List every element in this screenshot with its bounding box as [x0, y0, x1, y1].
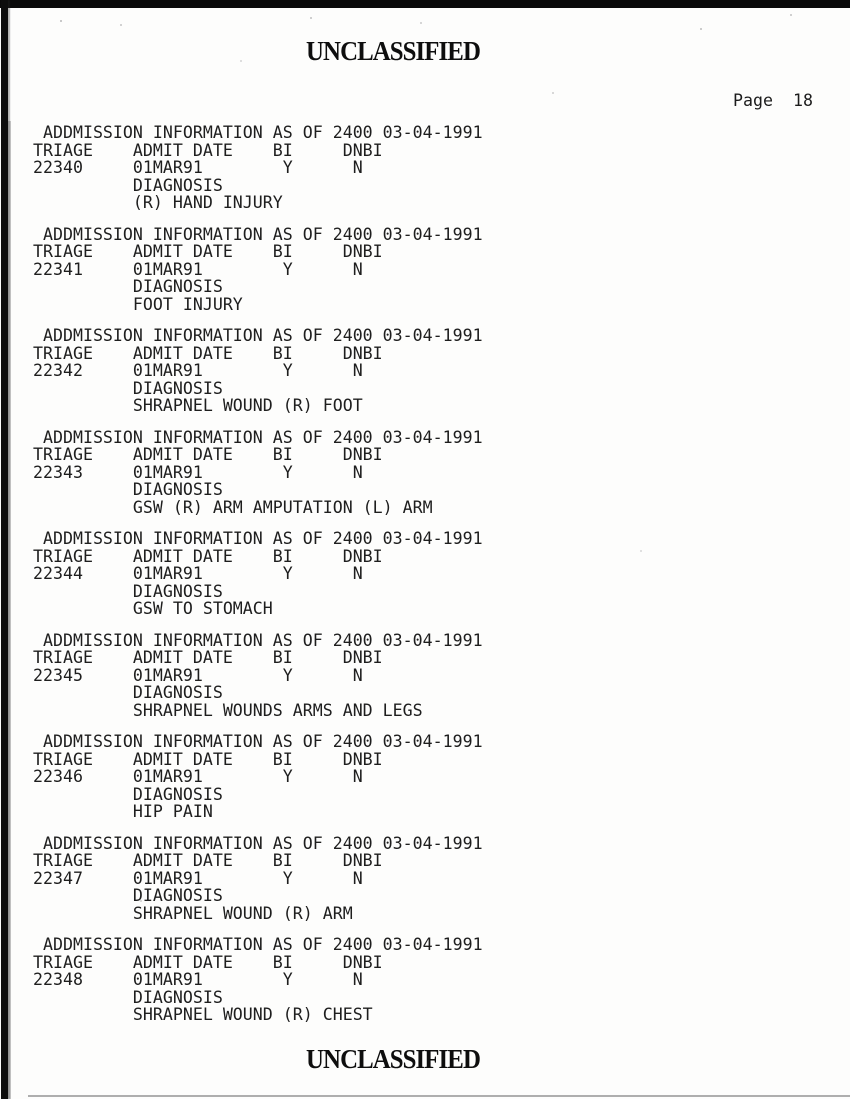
record-diagnosis-value: HIP PAIN: [33, 802, 213, 821]
record-column-headers: TRIAGE ADMIT DATE BI DNBI: [33, 749, 383, 769]
record-values: 22347 01MAR91 Y N: [33, 868, 363, 888]
admission-record: [33, 429, 483, 517]
record-values: 22346 01MAR91 Y N: [33, 767, 363, 786]
admission-record: [33, 733, 483, 821]
record-header: ADDMISSION INFORMATION AS OF 2400 03-04-1991: [33, 833, 483, 853]
record-diagnosis-label: DIAGNOSIS: [33, 277, 223, 296]
record-header: ADDMISSION INFORMATION AS OF 2400 03-04-1991: [33, 732, 483, 751]
record-column-headers: TRIAGE ADMIT DATE BI DNBI: [33, 343, 383, 363]
admission-records-list: [33, 124, 483, 1038]
record-column-headers: TRIAGE ADMIT DATE BI DNBI: [33, 851, 383, 870]
record-diagnosis-value: (R) HAND INJURY: [33, 193, 283, 212]
record-diagnosis-label: DIAGNOSIS: [33, 581, 223, 601]
record-header: ADDMISSION INFORMATION AS OF 2400 03-04-1991: [33, 935, 483, 954]
admission-record: [33, 327, 483, 415]
record-diagnosis-value: SHRAPNEL WOUND (R) ARM: [33, 903, 353, 923]
record-header: ADDMISSION INFORMATION AS OF 2400 03-04-1991: [33, 224, 483, 244]
record-diagnosis-value: FOOT INJURY: [33, 294, 243, 314]
admission-record: [33, 632, 483, 720]
record-diagnosis-label: DIAGNOSIS: [33, 175, 223, 195]
record-diagnosis-label: DIAGNOSIS: [33, 886, 223, 905]
record-header: ADDMISSION INFORMATION AS OF 2400 03-04-1991: [33, 427, 483, 447]
record-header: ADDMISSION INFORMATION AS OF 2400 03-04-1991: [33, 630, 483, 650]
record-diagnosis-value: GSW TO STOMACH: [33, 599, 273, 618]
record-column-headers: TRIAGE ADMIT DATE BI DNBI: [33, 445, 383, 464]
record-values: 22345 01MAR91 Y N: [33, 665, 363, 685]
record-header: ADDMISSION INFORMATION AS OF 2400 03-04-1991: [33, 529, 483, 548]
classification-banner-top: UNCLASSIFIED: [306, 36, 480, 66]
record-header: ADDMISSION INFORMATION AS OF 2400 03-04-1991: [33, 326, 483, 345]
scan-edge-left: [1, 0, 8, 1099]
record-diagnosis-value: GSW (R) ARM AMPUTATION (L) ARM: [33, 497, 433, 517]
admission-record: [33, 530, 483, 618]
record-values: 22343 01MAR91 Y N: [33, 462, 363, 482]
record-column-headers: TRIAGE ADMIT DATE BI DNBI: [33, 952, 383, 972]
scan-noise-speckles: [0, 0, 2, 2]
record-diagnosis-value: SHRAPNEL WOUND (R) CHEST: [33, 1005, 373, 1024]
record-diagnosis-value: SHRAPNEL WOUND (R) FOOT: [33, 396, 363, 415]
page-number-value: 18: [792, 91, 813, 110]
record-values: 22341 01MAR91 Y N: [33, 259, 363, 279]
record-values: 22342 01MAR91 Y N: [33, 361, 363, 380]
classification-banner-bottom: UNCLASSIFIED: [306, 1044, 480, 1074]
record-diagnosis-label: DIAGNOSIS: [33, 784, 223, 804]
admission-record: [33, 124, 483, 212]
admission-record: [33, 226, 483, 314]
record-diagnosis-label: DIAGNOSIS: [33, 683, 223, 702]
page-number: [733, 91, 813, 110]
record-column-headers: TRIAGE ADMIT DATE BI DNBI: [33, 140, 383, 160]
record-column-headers: TRIAGE ADMIT DATE BI DNBI: [33, 648, 383, 667]
admission-record: [33, 936, 483, 1024]
record-diagnosis-label: DIAGNOSIS: [33, 480, 223, 499]
record-values: 22340 01MAR91 Y N: [33, 158, 363, 177]
scan-edge-top: [0, 0, 850, 8]
record-column-headers: TRIAGE ADMIT DATE BI DNBI: [33, 242, 383, 261]
page-number-label: Page: [733, 91, 773, 110]
record-diagnosis-value: SHRAPNEL WOUNDS ARMS AND LEGS: [33, 700, 423, 720]
record-diagnosis-label: DIAGNOSIS: [33, 987, 223, 1007]
record-values: 22344 01MAR91 Y N: [33, 564, 363, 583]
record-diagnosis-label: DIAGNOSIS: [33, 378, 223, 398]
record-header: ADDMISSION INFORMATION AS OF 2400 03-04-1991: [33, 123, 483, 142]
scan-edge-bottom: [28, 1095, 850, 1097]
record-values: 22348 01MAR91 Y N: [33, 970, 363, 989]
admission-record: [33, 835, 483, 923]
record-column-headers: TRIAGE ADMIT DATE BI DNBI: [33, 546, 383, 566]
